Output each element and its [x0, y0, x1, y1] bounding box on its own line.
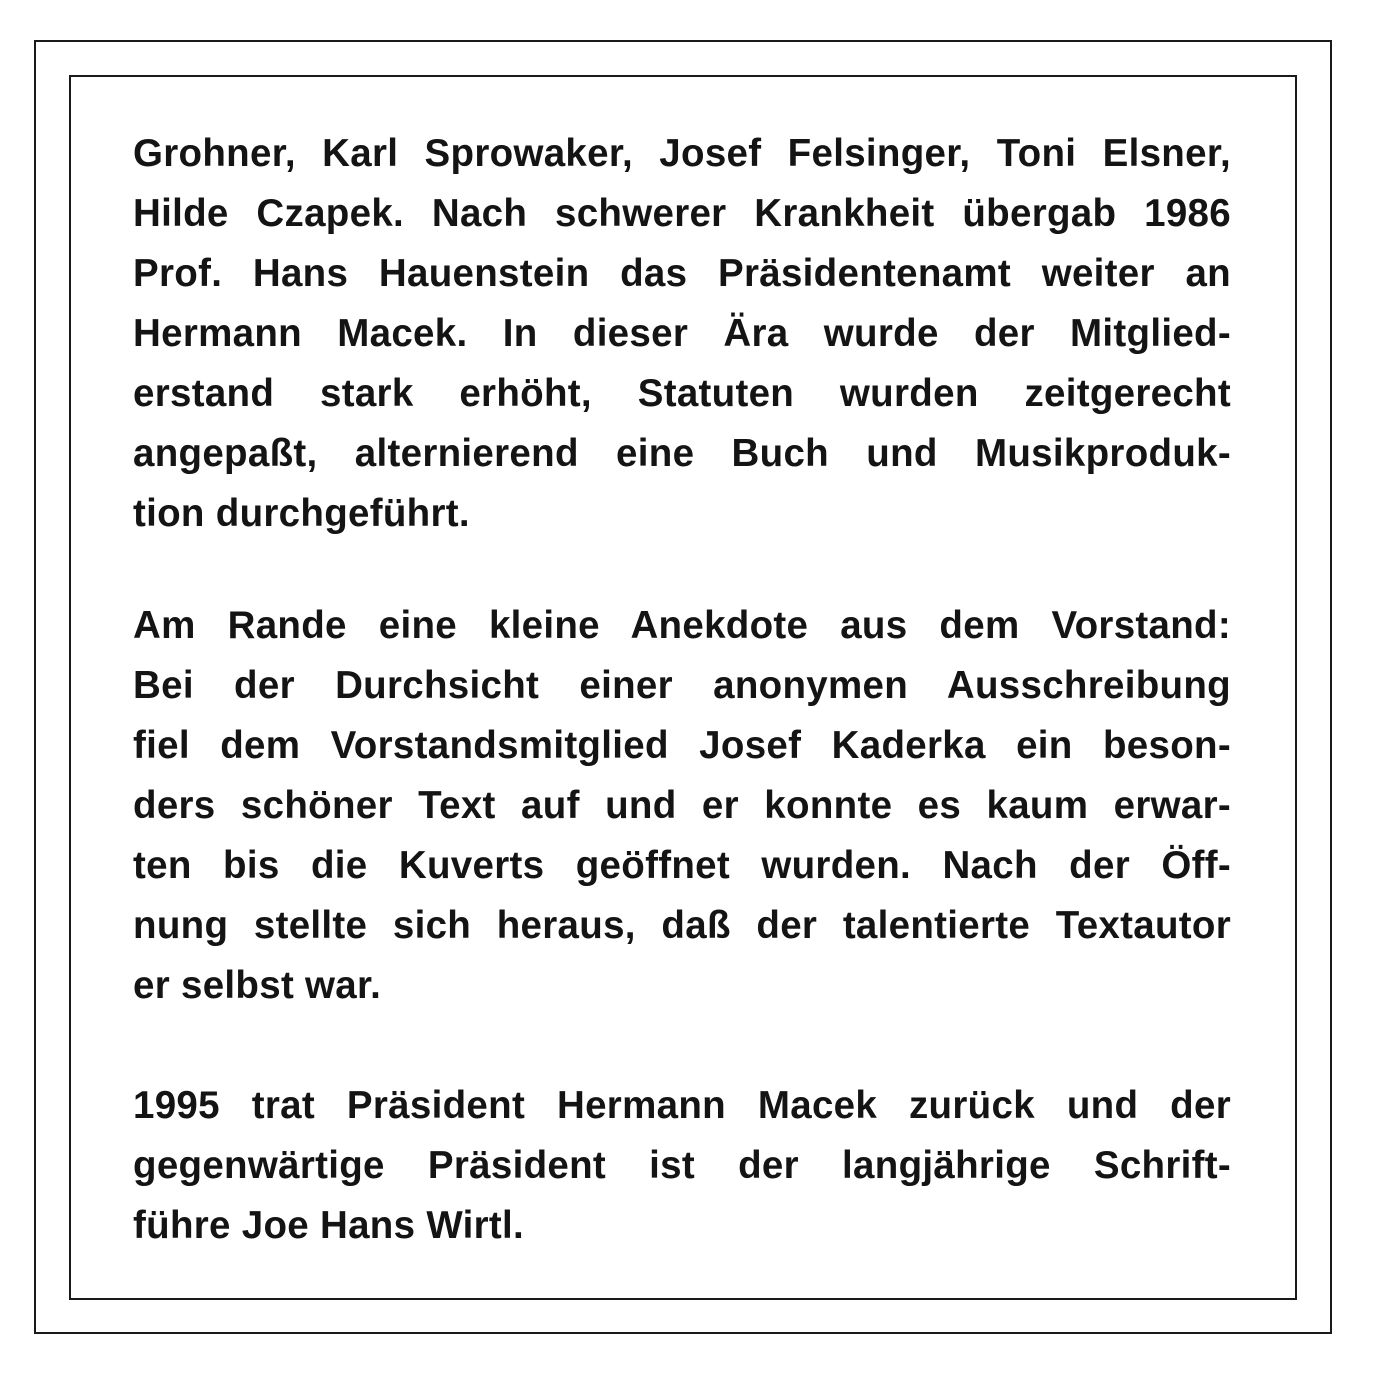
text-line: erstand stark erhöht, Statuten wurden zeitgerecht: [133, 372, 1231, 415]
text-line: Grohner, Karl Sprowaker, Josef Felsinger, Toni Elsner,: [133, 132, 1231, 175]
text-line: ten bis die Kuverts geöffnet wurden. Nach der Öff-: [133, 844, 1231, 887]
text-line: nung stellte sich heraus, daß der talentierte Textautor: [133, 904, 1231, 947]
text-line: ders schöner Text auf und er konnte es kaum erwar-: [133, 784, 1231, 827]
paragraph-2: [133, 596, 1231, 1016]
text-line: Am Rande eine kleine Anekdote aus dem Vorstand:: [133, 604, 1231, 647]
text-line: Hilde Czapek. Nach schwerer Krankheit übergab 1986: [133, 192, 1231, 235]
text-line: tion durchgeführt.: [133, 492, 470, 535]
paragraph-1: [133, 124, 1231, 544]
text-line: angepaßt, alternierend eine Buch und Musikproduk-: [133, 432, 1231, 475]
text-line: 1995 trat Präsident Hermann Macek zurück und der: [133, 1084, 1231, 1127]
text-line: Bei der Durchsicht einer anonymen Ausschreibung: [133, 664, 1231, 707]
text-line: er selbst war.: [133, 964, 382, 1007]
paragraph-3: [133, 1076, 1231, 1256]
text-line: fiel dem Vorstandsmitglied Josef Kaderka ein beson-: [133, 724, 1231, 767]
text-line: Hermann Macek. In dieser Ära wurde der Mitglied-: [133, 312, 1231, 355]
text-line: Prof. Hans Hauenstein das Präsidentenamt weiter an: [133, 252, 1231, 295]
text-line: führe Joe Hans Wirtl.: [133, 1204, 525, 1247]
text-line: gegenwärtige Präsident ist der langjährige Schrift-: [133, 1144, 1231, 1187]
